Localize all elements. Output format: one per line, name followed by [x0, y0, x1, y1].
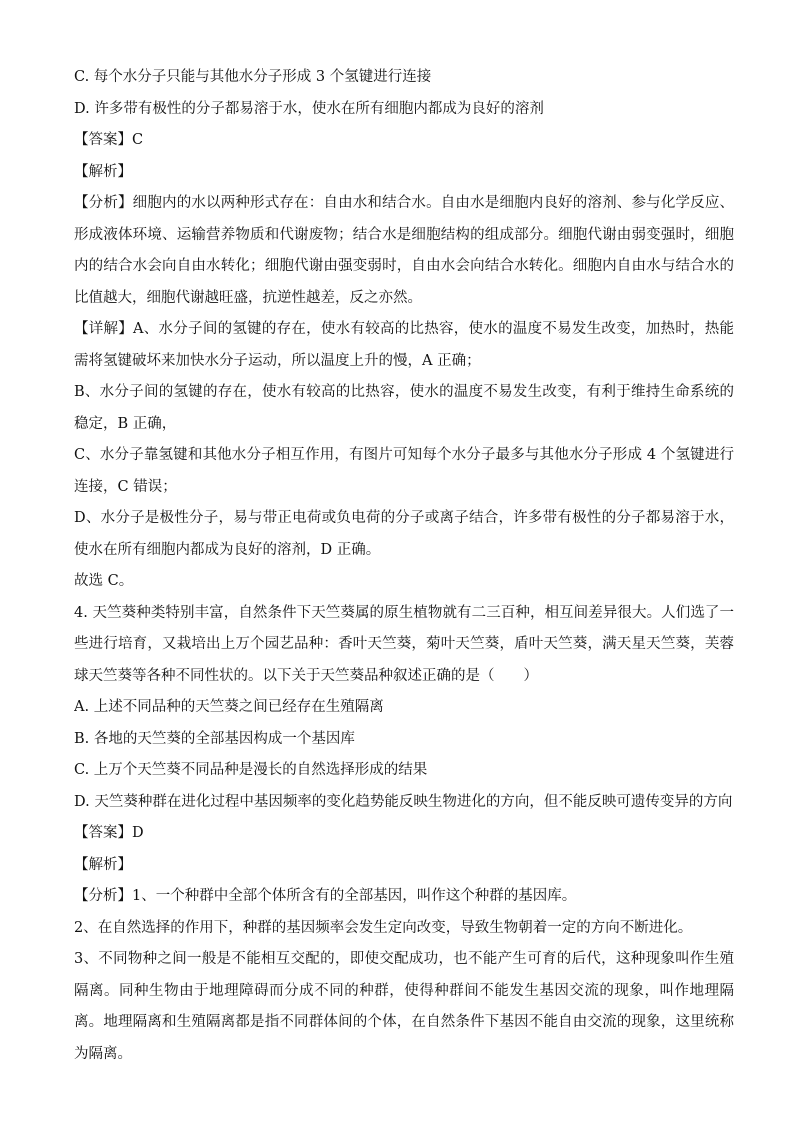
q4-option-b: B. 各地的天竺葵的全部基因构成一个基因库 — [74, 730, 355, 747]
q3-analysis-heading: 【解析】 — [74, 163, 132, 180]
q4-option-d: D. 天竺葵种群在进化过程中基因频率的变化趋势能反映生物进化的方向，但不能反映可遗传变异的方向 — [74, 793, 733, 810]
q4-analysis-heading: 【解析】 — [74, 856, 132, 873]
q3-option-c: C. 每个水分子只能与其他水分子形成 3 个氢键进行连接 — [74, 69, 432, 85]
q3-xiangjie-d: D、水分子是极性分子，易与带正电荷或负电荷的分子或离子结合，许多带有极性的分子都易溶于水，使水在所有细胞内都成为良好的溶剂，D 正确。 — [74, 510, 734, 558]
q4-stem: 4. 天竺葵种类特别丰富，自然条件下天竺葵属的原生植物就有二三百种，相互间差异很大。人们选了一些进行培育，又栽培出上万个园艺品种：香叶天竺葵，菊叶天竺葵，盾叶天竺葵，满天星天竺葵，芙蓉球天竺葵等各种不同性状的。以下关于天竺葵品种叙述正确的是（ ） — [74, 604, 734, 684]
q3-xiangjie-a: 【详解】A、水分子间的氢键的存在，使水有较高的比热容，使水的温度不易发生改变，加热时，热能需将氢键破坏来加快水分子运动，所以温度上升的慢，A 正确； — [74, 321, 734, 369]
q4-answer: 【答案】D — [74, 825, 144, 841]
q3-option-d: D. 许多带有极性的分子都易溶于水，使水在所有细胞内都成为良好的溶剂 — [74, 100, 544, 117]
q3-answer: 【答案】C — [74, 132, 144, 148]
q3-fenxi-paragraph: 【分析】细胞内的水以两种形式存在：自由水和结合水。自由水是细胞内良好的溶剂、参与化学反应、形成液体环境、运输营养物质和代谢废物；结合水是细胞结构的组成部分。细胞代谢由弱变强时，细胞内的结合水会向自由水转化；细胞代谢由强变弱时，自由水会向结合水转化。细胞内自由水与结合水的比值越大，细胞代谢越旺盛，抗逆性越差，反之亦然。 — [74, 195, 734, 306]
q4-fenxi-1: 【分析】1、一个种群中全部个体所含有的全部基因，叫作这个种群的基因库。 — [74, 888, 577, 904]
q3-xiangjie-b: B、水分子间的氢键的存在，使水有较高的比热容，使水的温度不易发生改变，有利于维持生命系统的稳定，B 正确， — [74, 384, 734, 432]
q4-option-a: A. 上述不同品种的天竺葵之间已经存在生殖隔离 — [74, 699, 384, 715]
q4-option-c: C. 上万个天竺葵不同品种是漫长的自然选择形成的结果 — [74, 762, 428, 778]
q4-fenxi-2: 2、在自然选择的作用下，种群的基因频率会发生定向改变，导致生物朝着一定的方向不断进化。 — [74, 919, 693, 936]
q3-conclusion: 故选 C。 — [74, 573, 134, 589]
q4-fenxi-3: 3、不同物种之间一般是不能相互交配的，即使交配成功，也不能产生可育的后代，这种现象叫作生殖隔离。同种生物由于地理障碍而分成不同的种群，使得种群间不能发生基因交流的现象，叫作地理隔离。地理隔离和生殖隔离都是指不同群体间的个体，在自然条件下基因不能自由交流的现象，这里统称为隔离。 — [74, 951, 734, 1062]
q3-xiangjie-c: C、水分子靠氢键和其他水分子相互作用，有图片可知每个水分子最多与其他水分子形成 4 个氢键进行连接，C 错误； — [74, 447, 734, 495]
